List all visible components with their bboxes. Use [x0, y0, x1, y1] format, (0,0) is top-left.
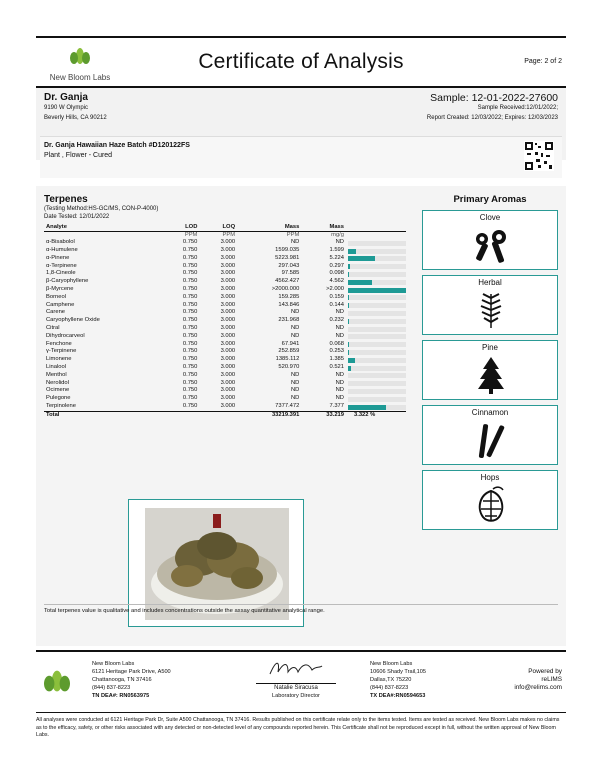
bar-track	[348, 389, 406, 394]
lod-cell: 0.750	[182, 371, 198, 378]
analyte-cell: Limonene	[46, 356, 72, 363]
col-analyte: Analyte	[44, 223, 162, 231]
bar-track	[348, 256, 406, 261]
lab1-line: New Bloom Labs	[92, 661, 135, 667]
loq-cell: 3.000	[220, 348, 236, 355]
mass-mgg-cell: ND	[335, 379, 344, 386]
mass-mgg-cell: 0.232	[329, 317, 344, 324]
mass-ppm-cell: 7377.472	[275, 403, 300, 410]
bar-track	[348, 342, 406, 347]
batch-panel	[40, 136, 562, 178]
analyte-cell: α-Humulene	[46, 247, 78, 254]
mass-ppm-cell: 520.970	[278, 364, 300, 371]
lab1-line: TN DEA#: RN0563975	[92, 693, 150, 699]
mass-ppm-cell: 1599.035	[275, 247, 300, 254]
analyte-cell: Camphene	[46, 301, 75, 308]
units-row	[44, 231, 406, 239]
mass-ppm-cell: 252.859	[278, 348, 300, 355]
signature-block	[256, 658, 336, 700]
lod-cell: 0.750	[182, 301, 198, 308]
aroma-card-pine	[422, 340, 558, 400]
loq-cell: 3.000	[220, 293, 236, 300]
concentration-bar	[348, 249, 356, 254]
batch-info	[44, 141, 190, 161]
lod-cell: 0.750	[182, 239, 198, 246]
analyte-cell: Menthol	[46, 371, 67, 378]
bar-cell	[346, 364, 406, 372]
bar-track	[348, 295, 406, 300]
analyte-cell: Linalool	[46, 364, 66, 371]
clove-icon	[471, 225, 511, 265]
mass-mgg-cell: 0.159	[329, 293, 344, 300]
concentration-bar	[348, 303, 349, 308]
aroma-label: Cinnamon	[471, 408, 509, 417]
table-row	[44, 309, 406, 317]
client-name: Dr. Ganja	[44, 92, 88, 103]
bar-cell	[346, 247, 406, 255]
bar-cell	[346, 341, 406, 349]
lod-cell: 0.750	[182, 364, 198, 371]
mass-mgg-cell: 0.297	[329, 262, 344, 269]
unit-mass-mgg: mg/g	[331, 231, 344, 238]
footer-rule	[36, 650, 566, 652]
analyte-cell: α-Bisabolol	[46, 239, 75, 246]
primary-aromas-panel	[422, 194, 558, 535]
concentration-bar	[348, 295, 349, 300]
mass-mgg-cell: 1.599	[329, 247, 344, 254]
bar-track	[348, 327, 406, 332]
loq-cell: 3.000	[220, 395, 236, 402]
loq-cell: 3.000	[220, 317, 236, 324]
unit-analyte	[44, 231, 162, 239]
mass-ppm-cell: ND	[290, 309, 300, 316]
sample-info	[427, 92, 558, 123]
loq-cell: 3.000	[220, 301, 236, 308]
mass-ppm-cell: ND	[290, 379, 300, 386]
mass-ppm-cell: 231.968	[278, 317, 300, 324]
footer	[36, 654, 566, 710]
table-row	[44, 317, 406, 325]
bar-cell	[346, 302, 406, 310]
lab-address-tx	[370, 660, 426, 700]
mass-mgg-cell: ND	[335, 309, 344, 316]
top-rule	[36, 36, 566, 38]
mass-ppm-cell: ND	[290, 325, 300, 332]
signer-title: Laboratory Director	[272, 693, 320, 699]
aromas-title: Primary Aromas	[453, 194, 527, 205]
concentration-bar	[348, 256, 375, 261]
concentration-bar	[348, 366, 351, 371]
report-dates: Report Created: 12/03/2022; Expires: 12/03/2023	[426, 114, 558, 121]
lod-cell: 0.750	[182, 387, 198, 394]
mass-ppm-cell: 159.285	[278, 293, 300, 300]
lod-cell: 0.750	[182, 293, 198, 300]
unit-bar	[346, 231, 406, 239]
cinnamon-icon	[471, 420, 511, 460]
certificate-page	[36, 36, 566, 741]
lod-cell: 0.750	[182, 286, 198, 293]
bar-cell	[346, 239, 406, 247]
concentration-bar	[348, 288, 406, 293]
lod-cell: 0.750	[182, 262, 198, 269]
bar-cell	[346, 255, 406, 263]
loq-cell: 3.000	[220, 239, 236, 246]
analyte-cell: β-Myrcene	[46, 286, 74, 293]
lod-cell: 0.750	[182, 348, 198, 355]
client-address-line2: Beverly Hills, CA 90212	[44, 114, 107, 121]
mass-ppm-cell: 97.585	[281, 270, 300, 277]
client-info	[44, 92, 107, 123]
lab1-line: 6121 Heritage Park Drive, A500	[92, 669, 171, 675]
table-row	[44, 294, 406, 302]
analyte-cell: α-Terpinene	[46, 262, 77, 269]
analyte-cell: Carene	[46, 309, 66, 316]
lab2-line: 10606 Shady Trail,105	[370, 669, 426, 675]
mass-ppm-cell: 297.043	[278, 262, 300, 269]
mass-mgg-cell: 0.521	[329, 364, 344, 371]
analyte-cell: Terpinolene	[46, 403, 76, 410]
sample-received: Sample Received:12/01/2022;	[477, 105, 558, 111]
bar-cell	[346, 395, 406, 403]
bar-cell	[346, 309, 406, 317]
bar-track	[348, 272, 406, 277]
mass-mgg-cell: >2.000	[326, 286, 344, 293]
mass-ppm-cell: 1385.112	[275, 356, 300, 363]
lod-cell: 0.750	[182, 395, 198, 402]
col-mass-mgg: Mass	[301, 223, 346, 231]
table-row	[44, 255, 406, 263]
signature-image	[266, 658, 326, 680]
lab2-line: Dallas,TX 75220	[370, 677, 412, 683]
bar-cell	[346, 325, 406, 333]
mass-mgg-cell: ND	[335, 239, 344, 246]
header	[36, 44, 566, 84]
lod-cell: 0.750	[182, 309, 198, 316]
lod-cell: 0.750	[182, 247, 198, 254]
table-header-row	[44, 223, 406, 231]
page-number: Page: 2 of 2	[524, 58, 562, 65]
analyte-cell: Borneol	[46, 293, 66, 300]
legal-notice: All analyses were conducted at 6121 Heritage Park Dr, Suite A500 Chattanooga, TN 37416. Results published on this certificate relate only to the items tested. Items are tested as received. New Bloom Labs makes no claims as to the efficacy, safety, or other risks associated with any detected or non-detected level of any compounds reported herein. This Certificate shall not be reproduced except in full, without the written approval of New Bloom Labs.	[36, 717, 560, 738]
batch-type: Plant , Flower - Cured	[44, 152, 113, 159]
bar-cell	[346, 387, 406, 395]
analyte-cell: Pulegone	[46, 395, 71, 402]
table-row	[44, 380, 406, 388]
bar-cell	[346, 380, 406, 388]
terpenes-panel	[44, 194, 406, 456]
legal-rule	[36, 712, 566, 713]
bar-track	[348, 288, 406, 293]
concentration-bar	[348, 405, 386, 410]
terpenes-table-body	[44, 231, 406, 420]
bar-track	[348, 358, 406, 363]
table-row	[44, 356, 406, 364]
total-ppm: 33219.391	[237, 411, 301, 419]
mass-mgg-cell: ND	[335, 332, 344, 339]
lod-cell: 0.750	[182, 356, 198, 363]
bar-track	[348, 397, 406, 402]
lab1-line: (844) 837-8223	[92, 685, 131, 691]
terpenes-table	[44, 223, 406, 420]
powered-line: info@relims.com	[514, 684, 562, 691]
bar-track	[348, 303, 406, 308]
col-loq: LOQ	[199, 223, 237, 231]
lod-cell: 0.750	[182, 270, 198, 277]
unit-lod: PPM	[184, 231, 198, 238]
bar-track	[348, 373, 406, 378]
table-row	[44, 325, 406, 333]
mass-mgg-cell: 4.562	[329, 278, 344, 285]
mass-mgg-cell: 0.098	[329, 270, 344, 277]
bar-track	[348, 319, 406, 324]
analyte-cell: Fenchone	[46, 340, 72, 347]
aroma-card-clove	[422, 210, 558, 270]
mass-ppm-cell: ND	[290, 332, 300, 339]
loq-cell: 3.000	[220, 332, 236, 339]
table-row	[44, 348, 406, 356]
brand-name: New Bloom Labs	[49, 73, 111, 82]
mass-mgg-cell: 0.068	[329, 340, 344, 347]
analyte-cell: Nerolidol	[46, 379, 69, 386]
aroma-card-cinnamon	[422, 405, 558, 465]
mass-ppm-cell: 5223.981	[275, 254, 300, 261]
concentration-bar	[348, 272, 349, 277]
aroma-card-herbal	[422, 275, 558, 335]
bar-track	[348, 280, 406, 285]
lod-cell: 0.750	[182, 403, 198, 410]
loq-cell: 3.000	[220, 364, 236, 371]
aroma-label: Pine	[481, 343, 498, 352]
powered-line: reLIMS	[541, 676, 562, 683]
loq-cell: 3.000	[220, 270, 236, 277]
powered-line: Powered by	[528, 668, 562, 675]
loq-cell: 3.000	[220, 262, 236, 269]
unit-mass-ppm: PPM	[286, 231, 300, 238]
aroma-label: Clove	[479, 213, 501, 222]
bar-cell	[346, 333, 406, 341]
sample-id: Sample: 12-01-2022-27600	[430, 92, 558, 104]
col-mass-ppm: Mass	[237, 223, 301, 231]
table-row	[44, 341, 406, 349]
testing-method: (Testing Method:HS-GC/MS, CON-P-4000)	[44, 206, 159, 212]
mass-ppm-cell: >2000.000	[271, 286, 300, 293]
date-tested: Date Tested: 12/01/2022	[44, 214, 110, 220]
bar-cell	[346, 263, 406, 271]
loq-cell: 3.000	[220, 340, 236, 347]
loq-cell: 3.000	[220, 247, 236, 254]
loq-cell: 3.000	[220, 286, 236, 293]
loq-cell: 3.000	[220, 254, 236, 261]
batch-name: Dr. Ganja Hawaiian Haze Batch #D120122FS	[44, 142, 190, 149]
lab2-line: (844) 837-8223	[370, 685, 409, 691]
mass-mgg-cell: 1.385	[329, 356, 344, 363]
hops-icon	[471, 485, 511, 525]
analyte-cell: β-Caryophyllene	[46, 278, 89, 285]
mass-mgg-cell: 5.224	[329, 254, 344, 261]
table-row	[44, 333, 406, 341]
bar-track	[348, 249, 406, 254]
analyte-cell: γ-Terpinene	[46, 348, 77, 355]
table-row	[44, 239, 406, 247]
concentration-bar	[348, 358, 355, 363]
bar-cell	[346, 317, 406, 325]
aroma-label: Herbal	[478, 278, 502, 287]
aroma-label: Hops	[480, 473, 500, 482]
bar-cell	[346, 278, 406, 286]
total-row	[44, 411, 406, 419]
lod-cell: 0.750	[182, 332, 198, 339]
table-row	[44, 395, 406, 403]
col-lod: LOD	[162, 223, 200, 231]
lod-cell: 0.750	[182, 254, 198, 261]
qr-code-icon	[524, 141, 554, 171]
table-row	[44, 270, 406, 278]
mass-mgg-cell: 7.377	[329, 403, 344, 410]
powered-by	[514, 668, 562, 692]
total-percent: 3.322 %	[346, 411, 406, 419]
bar-track	[348, 311, 406, 316]
bar-track	[348, 264, 406, 269]
bar-cell	[346, 356, 406, 364]
herbal-icon	[471, 290, 511, 330]
table-row	[44, 364, 406, 372]
terpenes-title: Terpenes	[44, 194, 88, 205]
bar-track	[348, 381, 406, 386]
bar-cell	[346, 270, 406, 278]
loq-cell: 3.000	[220, 278, 236, 285]
loq-cell: 3.000	[220, 379, 236, 386]
lab-address-tn	[92, 660, 171, 700]
analyte-cell: Ocimene	[46, 387, 70, 394]
document-title: Certificate of Analysis	[198, 50, 404, 73]
analyte-cell: Dihydrocarveol	[46, 332, 85, 339]
lod-cell: 0.750	[182, 340, 198, 347]
analyte-cell: α-Pinene	[46, 254, 70, 261]
mass-ppm-cell: ND	[290, 395, 300, 402]
mass-mgg-cell: ND	[335, 325, 344, 332]
disclaimer: Total terpenes value is qualitative and includes concentrations outside the assay quantitative analytical range.	[44, 604, 558, 614]
bar-track	[348, 241, 406, 246]
concentration-bar	[348, 264, 350, 269]
concentration-bar	[348, 280, 372, 285]
bar-track	[348, 405, 406, 410]
loq-cell: 3.000	[220, 325, 236, 332]
terpenes-section	[36, 186, 566, 646]
total-loq	[199, 411, 237, 419]
footer-logo-icon	[42, 668, 72, 694]
mass-ppm-cell: 67.941	[281, 340, 300, 347]
aroma-card-hops	[422, 470, 558, 530]
signer-name: Natalie Siracusa	[256, 683, 336, 692]
lod-cell: 0.750	[182, 317, 198, 324]
mass-mgg-cell: ND	[335, 395, 344, 402]
table-row	[44, 247, 406, 255]
mass-ppm-cell: ND	[290, 387, 300, 394]
unit-loq: PPM	[222, 231, 236, 238]
col-bar	[346, 223, 406, 231]
client-address-line1: 9190 W Olympic	[44, 105, 89, 111]
concentration-bar	[348, 319, 349, 324]
bar-cell	[346, 372, 406, 380]
total-lod	[162, 411, 200, 419]
bar-cell	[346, 348, 406, 356]
loq-cell: 3.000	[220, 356, 236, 363]
loq-cell: 3.000	[220, 403, 236, 410]
lab2-line: New Bloom Labs	[370, 661, 413, 667]
table-row	[44, 302, 406, 310]
mass-mgg-cell: ND	[335, 387, 344, 394]
bar-track	[348, 350, 406, 355]
mass-ppm-cell: ND	[290, 371, 300, 378]
total-label: Total	[44, 411, 162, 419]
table-row	[44, 403, 406, 411]
analyte-cell: Citral	[46, 325, 60, 332]
total-mgg: 33.219	[301, 411, 346, 419]
mass-mgg-cell: 0.253	[329, 348, 344, 355]
loq-cell: 3.000	[220, 309, 236, 316]
table-row	[44, 278, 406, 286]
mass-mgg-cell: ND	[335, 371, 344, 378]
analyte-cell: 1,8-Cineole	[46, 270, 76, 277]
bar-track	[348, 334, 406, 339]
table-row	[44, 286, 406, 294]
lab2-line: TX DEA#:RN0594653	[370, 693, 426, 699]
loq-cell: 3.000	[220, 387, 236, 394]
lod-cell: 0.750	[182, 278, 198, 285]
bar-track	[348, 366, 406, 371]
mass-ppm-cell: ND	[290, 239, 300, 246]
lod-cell: 0.750	[182, 379, 198, 386]
mass-ppm-cell: 4562.427	[275, 278, 300, 285]
lod-cell: 0.750	[182, 325, 198, 332]
table-row	[44, 263, 406, 271]
concentration-bar	[348, 350, 349, 355]
lab1-line: Chattanooga, TN 37416	[92, 677, 152, 683]
pine-icon	[471, 355, 511, 395]
mass-mgg-cell: 0.144	[329, 301, 344, 308]
bar-cell	[346, 403, 406, 411]
analyte-cell: Caryophyllene Oxide	[46, 317, 100, 324]
bar-cell	[346, 294, 406, 302]
bar-cell	[346, 286, 406, 294]
table-row	[44, 387, 406, 395]
loq-cell: 3.000	[220, 371, 236, 378]
mass-ppm-cell: 143.846	[278, 301, 300, 308]
table-row	[44, 372, 406, 380]
